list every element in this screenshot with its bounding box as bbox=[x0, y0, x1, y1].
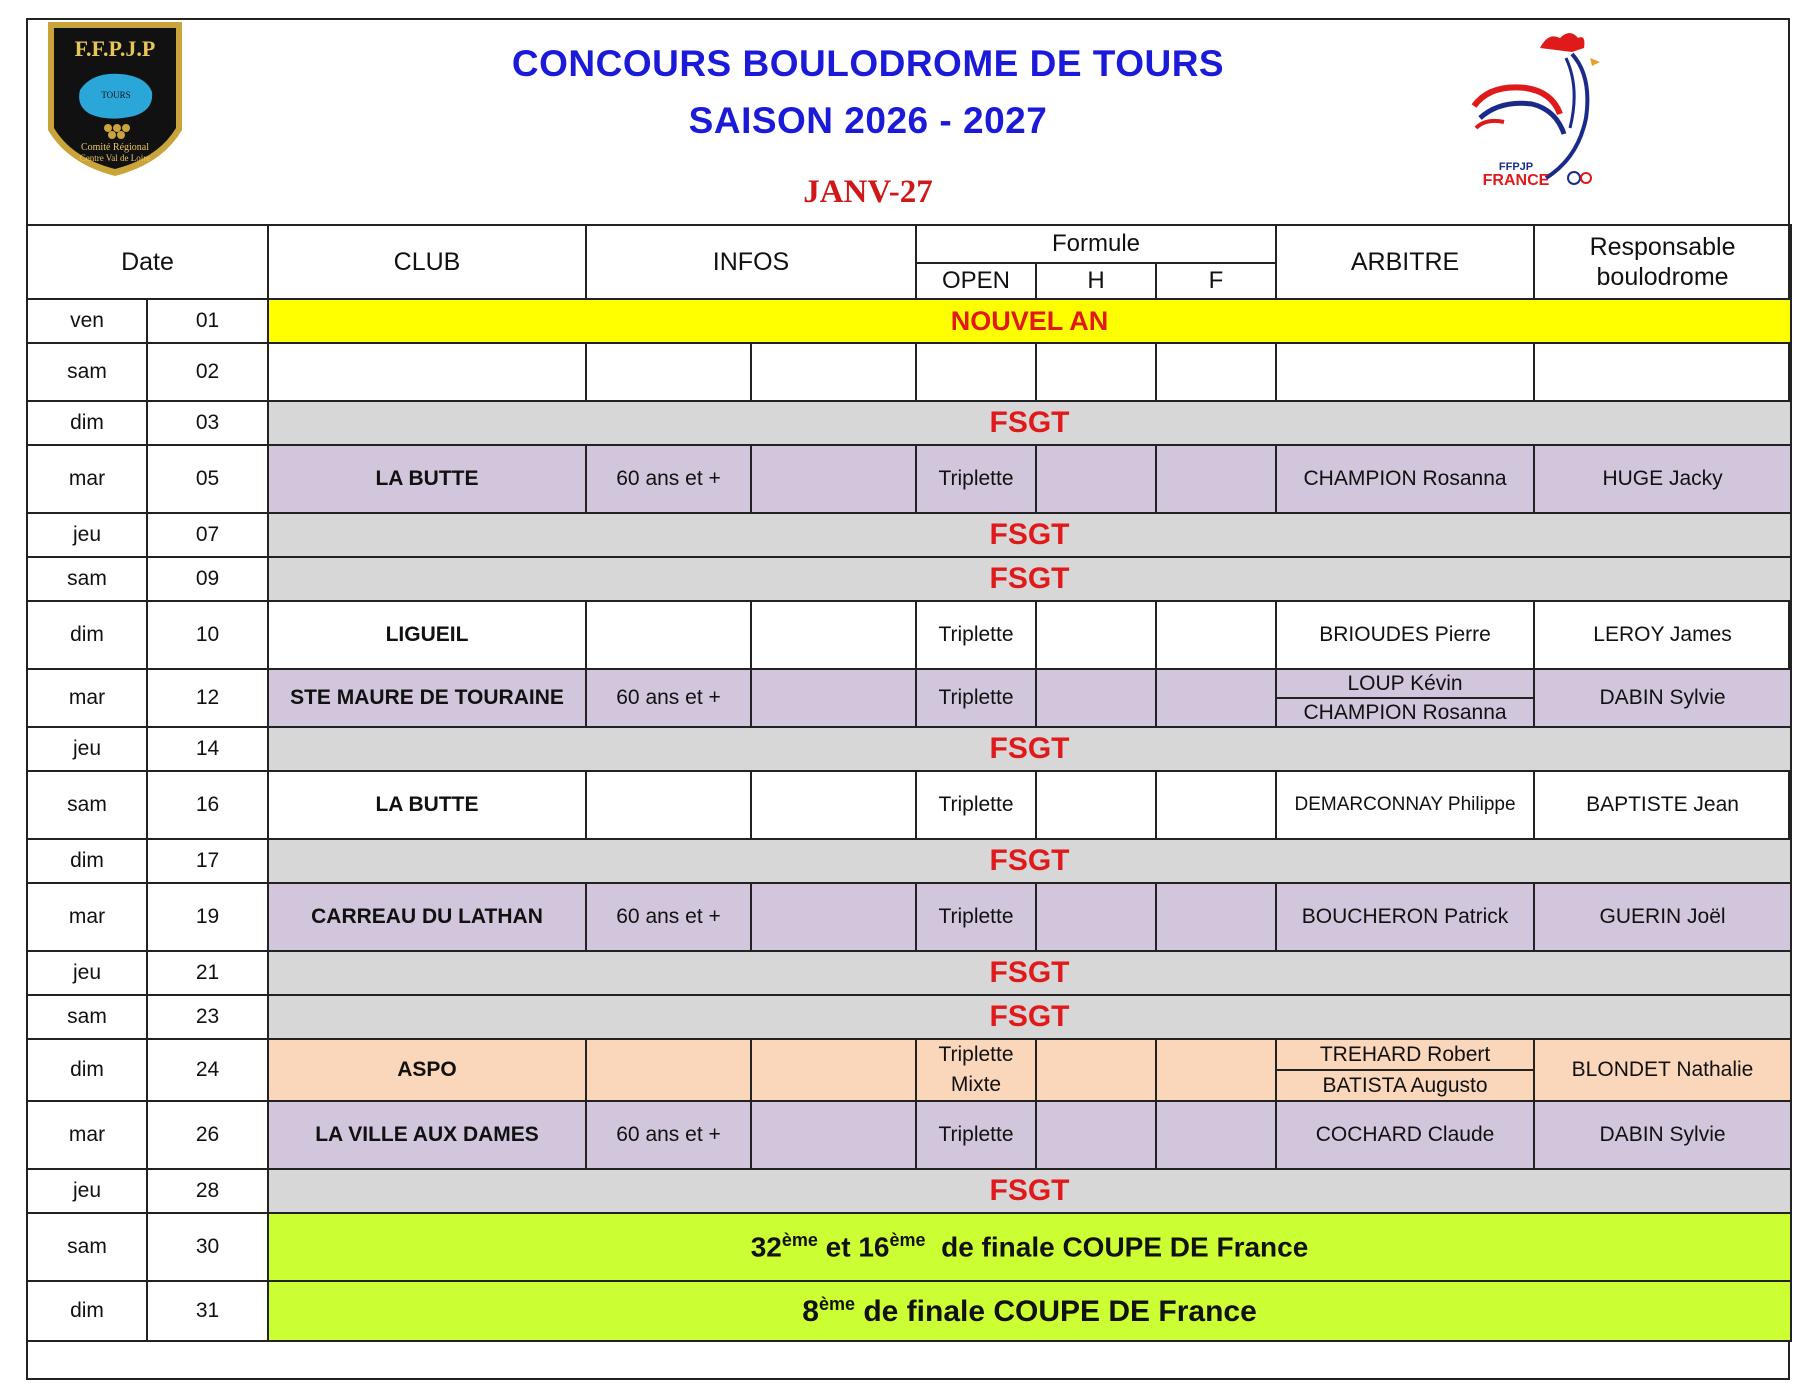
day-cell: sam bbox=[27, 557, 147, 601]
responsable-cell: DABIN Sylvie bbox=[1534, 669, 1791, 727]
date-cell: 02 bbox=[147, 343, 268, 401]
f-cell bbox=[1156, 445, 1276, 513]
date-cell: 10 bbox=[147, 601, 268, 669]
date-cell: 12 bbox=[147, 669, 268, 727]
open-cell: Triplette bbox=[916, 669, 1036, 727]
header-open: OPEN bbox=[916, 263, 1036, 299]
day-cell: sam bbox=[27, 343, 147, 401]
table-row bbox=[27, 727, 1791, 771]
f-cell bbox=[1156, 343, 1276, 401]
fsgt-banner: FSGT bbox=[268, 1169, 1791, 1213]
cup-round-a: 32 bbox=[750, 1231, 782, 1263]
responsable-cell: GUERIN Joël bbox=[1534, 883, 1791, 951]
cup-label: de finale COUPE DE France bbox=[925, 1231, 1309, 1263]
infos-extra-cell bbox=[751, 445, 916, 513]
infos-cell bbox=[586, 343, 751, 401]
table-row bbox=[27, 1213, 1791, 1281]
fsgt-banner: FSGT bbox=[268, 557, 1791, 601]
arbitre-cell bbox=[1276, 669, 1534, 727]
logo-ffpjp-small: FFPJP bbox=[1498, 161, 1534, 173]
table-row bbox=[27, 1039, 1791, 1101]
date-cell: 24 bbox=[147, 1039, 268, 1101]
day-cell: dim bbox=[27, 601, 147, 669]
table-row bbox=[27, 883, 1791, 951]
h-cell bbox=[1036, 601, 1156, 669]
club-cell: CARREAU DU LATHAN bbox=[268, 883, 586, 951]
open-cell: Triplette bbox=[916, 771, 1036, 839]
ffpjp-france-rooster-logo bbox=[1460, 18, 1620, 196]
arbitre-cell: BRIOUDES Pierre bbox=[1276, 601, 1534, 669]
date-cell: 26 bbox=[147, 1101, 268, 1169]
club-cell: ASPO bbox=[268, 1039, 586, 1101]
schedule-table bbox=[26, 224, 1792, 1342]
table-row bbox=[27, 1101, 1791, 1169]
date-cell: 21 bbox=[147, 951, 268, 995]
cup-round-a-suffix: ème bbox=[781, 1230, 818, 1251]
h-cell bbox=[1036, 669, 1156, 727]
infos-extra-cell bbox=[751, 883, 916, 951]
open-line2: Mixte bbox=[950, 1073, 1002, 1096]
date-cell: 28 bbox=[147, 1169, 268, 1213]
table-row bbox=[27, 1169, 1791, 1213]
date-cell: 07 bbox=[147, 513, 268, 557]
h-cell bbox=[1036, 883, 1156, 951]
infos-extra-cell bbox=[751, 1101, 916, 1169]
infos-cell: 60 ans et + bbox=[586, 1101, 751, 1169]
fsgt-banner: FSGT bbox=[268, 839, 1791, 883]
logo-sub2-text: Centre Val de Loire bbox=[79, 153, 151, 163]
f-cell bbox=[1156, 1101, 1276, 1169]
arbitre-cell: CHAMPION Rosanna bbox=[1276, 445, 1534, 513]
open-cell bbox=[916, 343, 1036, 401]
open-cell: Triplette bbox=[916, 883, 1036, 951]
f-cell bbox=[1156, 1039, 1276, 1101]
header-f: F bbox=[1156, 263, 1276, 299]
f-cell bbox=[1156, 771, 1276, 839]
day-cell: mar bbox=[27, 445, 147, 513]
month-title: JANV-27 bbox=[803, 174, 933, 210]
day-cell: jeu bbox=[27, 1169, 147, 1213]
cup-round-b: et 16 bbox=[817, 1231, 890, 1263]
cup-round-a-suffix: ème bbox=[818, 1293, 855, 1314]
date-cell: 17 bbox=[147, 839, 268, 883]
date-cell: 03 bbox=[147, 401, 268, 445]
open-cell: Triplette bbox=[916, 1101, 1036, 1169]
day-cell: dim bbox=[27, 1281, 147, 1341]
infos-cell bbox=[586, 771, 751, 839]
table-row bbox=[27, 669, 1791, 727]
f-cell bbox=[1156, 883, 1276, 951]
cup-label: de finale COUPE DE France bbox=[854, 1294, 1257, 1328]
fsgt-banner: FSGT bbox=[268, 401, 1791, 445]
club-cell: LA BUTTE bbox=[268, 771, 586, 839]
date-cell: 16 bbox=[147, 771, 268, 839]
fsgt-banner: FSGT bbox=[268, 727, 1791, 771]
open-line1: Triplette bbox=[938, 1043, 1014, 1066]
infos-cell bbox=[586, 1039, 751, 1101]
infos-cell bbox=[586, 601, 751, 669]
open-cell: Triplette bbox=[916, 445, 1036, 513]
responsable-cell: BLONDET Nathalie bbox=[1534, 1039, 1791, 1101]
header-club: CLUB bbox=[268, 225, 586, 299]
responsable-cell: BAPTISTE Jean bbox=[1534, 771, 1791, 839]
fsgt-banner: FSGT bbox=[268, 513, 1791, 557]
infos-cell: 60 ans et + bbox=[586, 883, 751, 951]
date-cell: 31 bbox=[147, 1281, 268, 1341]
table-row bbox=[27, 445, 1791, 513]
date-cell: 19 bbox=[147, 883, 268, 951]
f-cell bbox=[1156, 669, 1276, 727]
table-row bbox=[27, 995, 1791, 1039]
club-cell: LA VILLE AUX DAMES bbox=[268, 1101, 586, 1169]
coupe-de-france-banner bbox=[268, 1281, 1791, 1341]
day-cell: sam bbox=[27, 1213, 147, 1281]
logo-city-text: TOURS bbox=[101, 90, 131, 100]
header-h: H bbox=[1036, 263, 1156, 299]
header-arbitre: ARBITRE bbox=[1276, 225, 1534, 299]
day-cell: ven bbox=[27, 299, 147, 343]
header-date: Date bbox=[27, 225, 268, 299]
club-cell: LIGUEIL bbox=[268, 601, 586, 669]
logo-france-text: FRANCE bbox=[1482, 172, 1550, 189]
arbitre-primary: TREHARD Robert bbox=[1319, 1042, 1491, 1066]
table-row bbox=[27, 343, 1791, 401]
day-cell: mar bbox=[27, 883, 147, 951]
table-row bbox=[27, 513, 1791, 557]
fsgt-banner: FSGT bbox=[268, 995, 1791, 1039]
responsable-cell: LEROY James bbox=[1534, 601, 1791, 669]
arbitre-secondary: CHAMPION Rosanna bbox=[1277, 697, 1533, 726]
holiday-banner: NOUVEL AN bbox=[268, 299, 1791, 343]
season-title: SAISON 2026 - 2027 bbox=[688, 100, 1048, 141]
page-title: CONCOURS BOULODROME DE TOURS bbox=[511, 43, 1225, 84]
responsable-cell: DABIN Sylvie bbox=[1534, 1101, 1791, 1169]
header-formule: Formule bbox=[916, 225, 1276, 263]
cup-round-a: 8 bbox=[802, 1294, 819, 1328]
day-cell: sam bbox=[27, 995, 147, 1039]
logo-sub1-text: Comité Régional bbox=[80, 142, 150, 153]
open-cell bbox=[916, 1039, 1036, 1101]
cup-round-b-suffix: ème bbox=[889, 1230, 926, 1251]
responsable-cell: HUGE Jacky bbox=[1534, 445, 1791, 513]
infos-extra-cell bbox=[751, 343, 916, 401]
club-cell: STE MAURE DE TOURAINE bbox=[268, 669, 586, 727]
table-row bbox=[27, 951, 1791, 995]
infos-extra-cell bbox=[751, 601, 916, 669]
date-cell: 09 bbox=[147, 557, 268, 601]
table-row bbox=[27, 1281, 1791, 1341]
infos-extra-cell bbox=[751, 771, 916, 839]
f-cell bbox=[1156, 601, 1276, 669]
arbitre-cell: COCHARD Claude bbox=[1276, 1101, 1534, 1169]
open-cell: Triplette bbox=[916, 601, 1036, 669]
date-cell: 23 bbox=[147, 995, 268, 1039]
infos-cell: 60 ans et + bbox=[586, 445, 751, 513]
header-responsable bbox=[1534, 225, 1791, 299]
coupe-de-france-banner bbox=[268, 1213, 1791, 1281]
date-cell: 01 bbox=[147, 299, 268, 343]
day-cell: dim bbox=[27, 839, 147, 883]
h-cell bbox=[1036, 445, 1156, 513]
day-cell: jeu bbox=[27, 951, 147, 995]
fsgt-banner: FSGT bbox=[268, 951, 1791, 995]
header-responsable-line2: boulodrome bbox=[1596, 263, 1729, 291]
h-cell bbox=[1036, 771, 1156, 839]
club-cell: LA BUTTE bbox=[268, 445, 586, 513]
infos-extra-cell bbox=[751, 669, 916, 727]
day-cell: jeu bbox=[27, 513, 147, 557]
h-cell bbox=[1036, 1101, 1156, 1169]
infos-cell: 60 ans et + bbox=[586, 669, 751, 727]
date-cell: 14 bbox=[147, 727, 268, 771]
h-cell bbox=[1036, 1039, 1156, 1101]
day-cell: mar bbox=[27, 669, 147, 727]
day-cell: mar bbox=[27, 1101, 147, 1169]
arbitre-secondary: BATISTA Augusto bbox=[1277, 1069, 1533, 1100]
arbitre-cell: BOUCHERON Patrick bbox=[1276, 883, 1534, 951]
table-row bbox=[27, 299, 1791, 343]
date-cell: 30 bbox=[147, 1213, 268, 1281]
table-row bbox=[27, 401, 1791, 445]
date-cell: 05 bbox=[147, 445, 268, 513]
day-cell: dim bbox=[27, 401, 147, 445]
day-cell: dim bbox=[27, 1039, 147, 1101]
arbitre-primary: LOUP Kévin bbox=[1347, 671, 1463, 695]
club-cell bbox=[268, 343, 586, 401]
responsable-cell bbox=[1534, 343, 1791, 401]
table-row bbox=[27, 601, 1791, 669]
logo-ffpjp-text: F.F.P.J.P bbox=[74, 36, 156, 61]
header-responsable-line1: Responsable bbox=[1589, 233, 1736, 261]
table-row bbox=[27, 771, 1791, 839]
table-row bbox=[27, 557, 1791, 601]
h-cell bbox=[1036, 343, 1156, 401]
day-cell: sam bbox=[27, 771, 147, 839]
header-infos: INFOS bbox=[586, 225, 916, 299]
arbitre-cell bbox=[1276, 1039, 1534, 1101]
arbitre-cell bbox=[1276, 343, 1534, 401]
ffpjp-comite-logo bbox=[42, 18, 188, 178]
table-row bbox=[27, 839, 1791, 883]
day-cell: jeu bbox=[27, 727, 147, 771]
arbitre-cell: DEMARCONNAY Philippe bbox=[1276, 771, 1534, 839]
infos-extra-cell bbox=[751, 1039, 916, 1101]
